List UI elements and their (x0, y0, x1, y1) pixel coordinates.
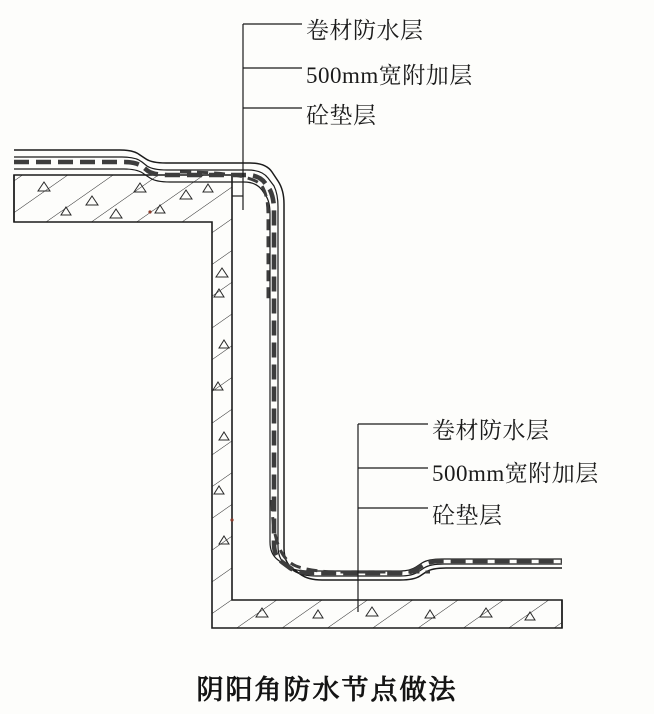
aggregate-marks (38, 182, 535, 620)
callout-leaders-bottom (358, 424, 428, 612)
callout-label-top-membrane: 卷材防水层 (306, 18, 424, 43)
callout-label-top-additional: 500mm宽附加层 (306, 63, 473, 88)
callout-label-bottom-cushion: 砼垫层 (432, 503, 503, 528)
callout-label-bottom-membrane: 卷材防水层 (432, 418, 550, 443)
callout-label-top-cushion: 砼垫层 (306, 103, 377, 128)
callout-label-bottom-additional: 500mm宽附加层 (432, 461, 599, 486)
diagram-caption: 阴阳角防水节点做法 (196, 675, 458, 705)
